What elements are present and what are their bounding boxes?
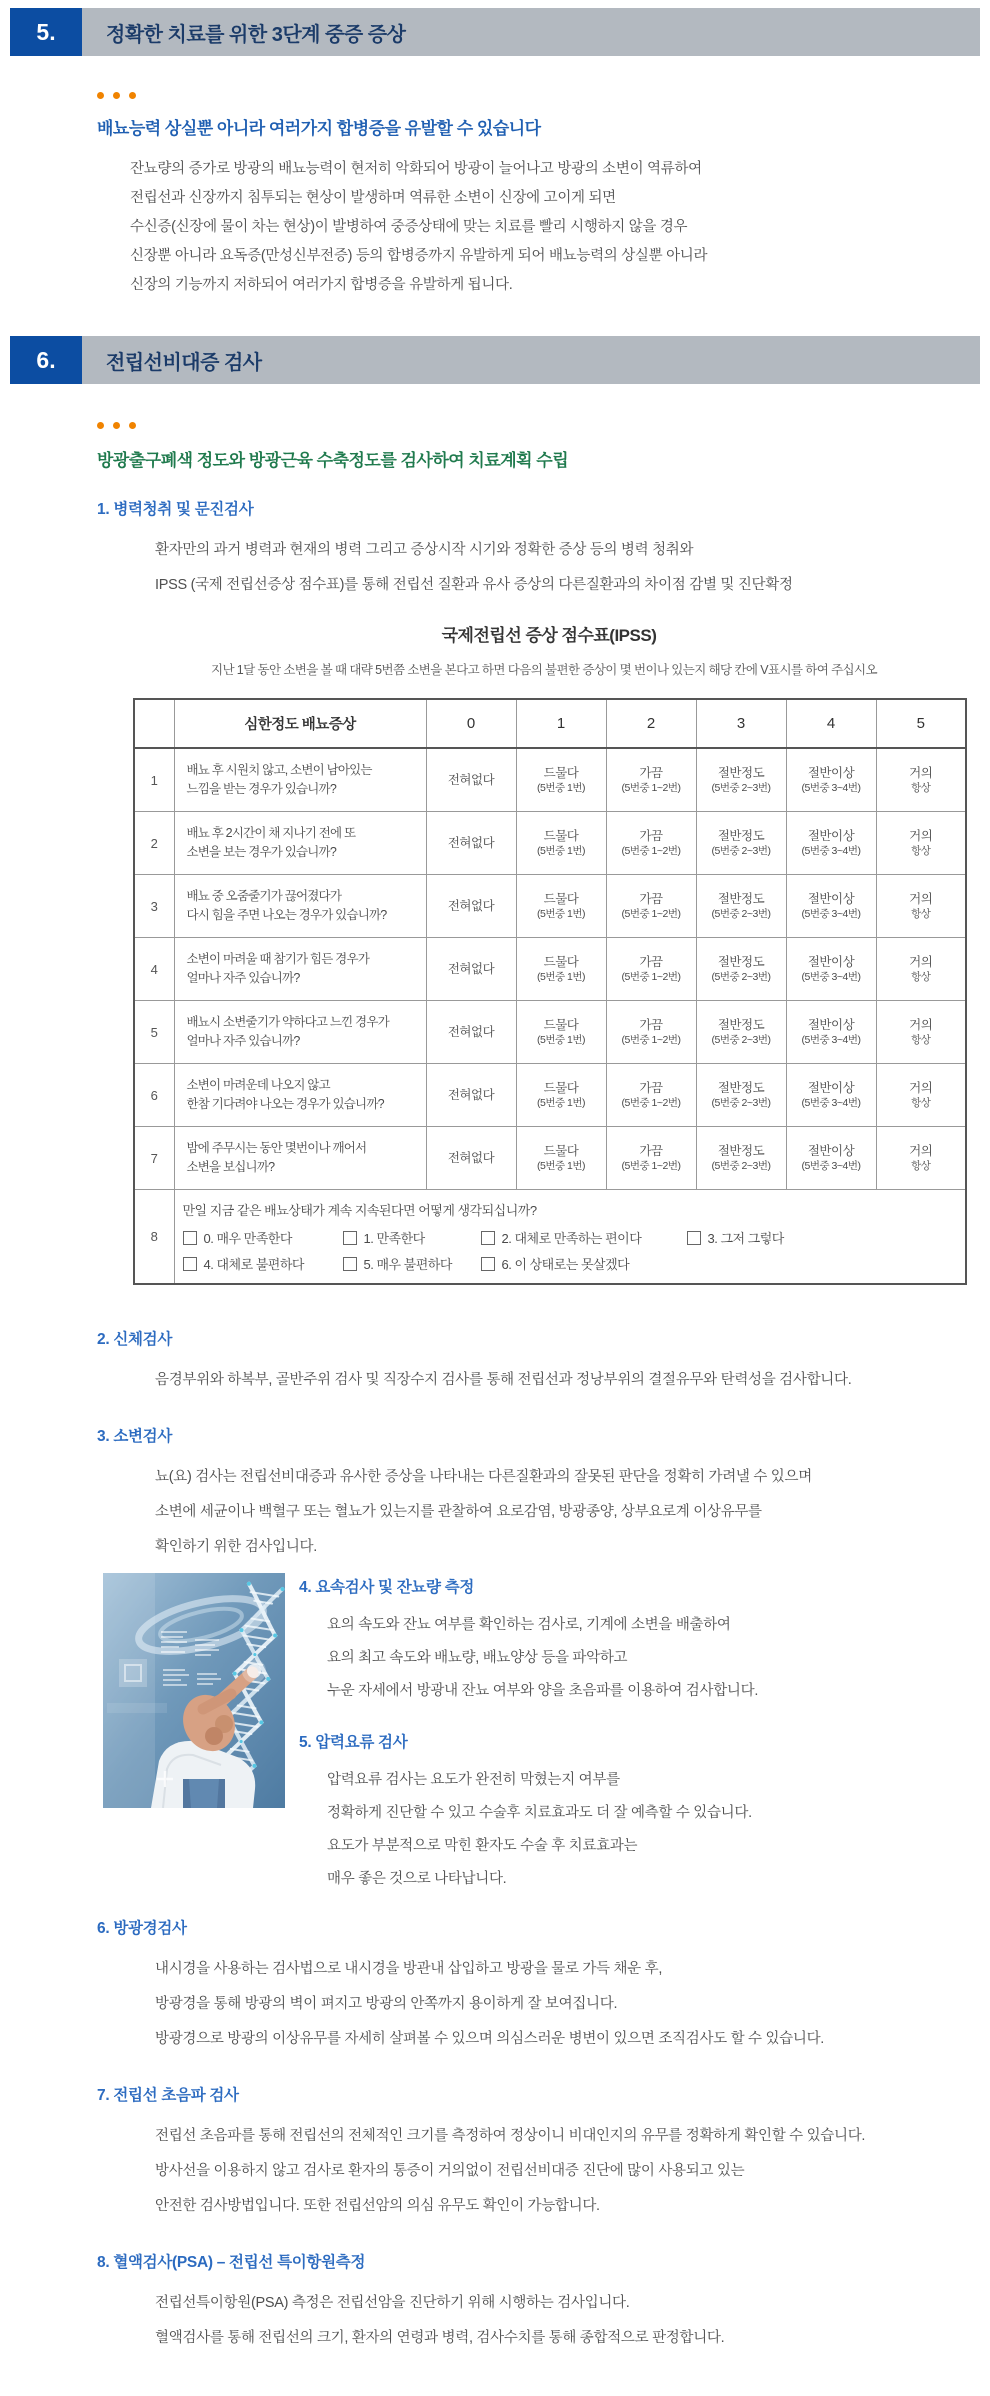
answer-sublabel: (5번중 3~4번) <box>801 1033 861 1046</box>
text-line: 압력요류 검사는 요도가 완전히 막혔는지 여부를 <box>327 1772 620 1788</box>
answer-cell[interactable] <box>516 938 606 1001</box>
answer-cell[interactable] <box>426 1064 516 1127</box>
dot-icon <box>129 422 136 429</box>
subsection5-body <box>327 1764 758 1896</box>
text-line: 신장뿐 아니라 요독증(만성신부전증) 등의 합병증까지 유발하게 되어 배뇨능력의 상실뿐 아니라 <box>130 248 708 264</box>
answer-cell[interactable] <box>606 938 696 1001</box>
answer-sublabel: (5번중 1~2번) <box>621 907 681 920</box>
satisfaction-option[interactable] <box>183 1228 333 1247</box>
photo-side-text <box>299 1573 758 1896</box>
answer-cell[interactable] <box>516 748 606 812</box>
row-number: 1 <box>134 748 174 812</box>
answer-sublabel: 항상 <box>911 844 931 857</box>
satisfaction-option[interactable] <box>481 1228 677 1247</box>
answer-cell[interactable] <box>786 1127 876 1190</box>
answer-label: 가끔 <box>639 1080 663 1095</box>
answer-label: 거의 <box>909 1143 933 1158</box>
option-label: 4. 대체로 불편하다 <box>203 1257 304 1272</box>
satisfaction-question-cell <box>174 1190 966 1285</box>
row-number: 7 <box>134 1127 174 1190</box>
dot-icon <box>97 92 104 99</box>
answer-cell[interactable] <box>606 1064 696 1127</box>
row-number: 6 <box>134 1064 174 1127</box>
answer-cell[interactable] <box>696 875 786 938</box>
subsection6-body <box>155 1952 990 2057</box>
satisfaction-option[interactable] <box>343 1228 471 1247</box>
answer-cell[interactable] <box>876 812 966 875</box>
answer-label: 절반이상 <box>807 765 855 780</box>
ipss-table-row <box>134 1127 966 1190</box>
answer-label: 전혀없다 <box>447 836 495 850</box>
answer-cell[interactable] <box>876 938 966 1001</box>
subsection4-body <box>327 1609 758 1708</box>
satisfaction-options-row1 <box>183 1228 958 1247</box>
answer-label: 거의 <box>909 1080 933 1095</box>
answer-sublabel: (5번중 2~3번) <box>711 1096 771 1109</box>
section5-title: 정확한 치료를 위한 3단계 중증 증상 <box>82 8 980 56</box>
symptom-question <box>174 875 426 938</box>
answer-cell[interactable] <box>426 938 516 1001</box>
header-blank-cell <box>134 699 174 748</box>
answer-label: 절반정도 <box>717 1143 765 1158</box>
answer-label: 드물다 <box>543 828 579 843</box>
checkbox-icon[interactable] <box>343 1231 357 1245</box>
answer-cell[interactable] <box>516 1127 606 1190</box>
row-number: 8 <box>134 1190 174 1285</box>
answer-cell[interactable] <box>786 748 876 812</box>
answer-sublabel: (5번중 3~4번) <box>801 1159 861 1172</box>
answer-sublabel: (5번중 1번) <box>536 907 586 920</box>
answer-label: 가끔 <box>639 954 663 969</box>
answer-label: 드물다 <box>543 1143 579 1158</box>
answer-cell[interactable] <box>696 1064 786 1127</box>
symptom-question <box>174 1064 426 1127</box>
answer-label: 드물다 <box>543 1080 579 1095</box>
answer-cell[interactable] <box>606 1127 696 1190</box>
dot-icon <box>129 92 136 99</box>
subsection1-heading: 1. 병력청취 및 문진검사 <box>97 501 254 518</box>
question-line: 배뇨시 소변줄기가 약하다고 느낀 경우가 <box>186 1015 389 1029</box>
question-line: 배뇨 후 2시간이 채 지나기 전에 또 <box>186 826 356 840</box>
subsection7-body <box>155 2119 990 2224</box>
subsection5-heading: 5. 압력요류 검사 <box>299 1734 408 1751</box>
subsection8-heading: 8. 혈액검사(PSA) – 전립선 특이항원측정 <box>97 2254 366 2271</box>
header-score: 4 <box>786 699 876 748</box>
orange-dots-icon <box>97 86 990 94</box>
question-line: 밤에 주무시는 동안 몇번이나 깨어서 <box>186 1141 367 1155</box>
answer-sublabel: (5번중 1번) <box>536 1033 586 1046</box>
header-symptom-label: 심한정도 배뇨증상 <box>174 699 426 748</box>
answer-sublabel: (5번중 1~2번) <box>621 781 681 794</box>
answer-label: 거의 <box>909 828 933 843</box>
answer-sublabel: (5번중 1번) <box>536 1159 586 1172</box>
subsection6-heading: 6. 방광경검사 <box>97 1920 187 1937</box>
answer-label: 가끔 <box>639 1017 663 1032</box>
question-line: 소변을 보는 경우가 있습니까? <box>186 845 336 859</box>
answer-cell[interactable] <box>786 1001 876 1064</box>
answer-sublabel: (5번중 1~2번) <box>621 970 681 983</box>
answer-sublabel: (5번중 2~3번) <box>711 1033 771 1046</box>
answer-label: 절반정도 <box>717 891 765 906</box>
option-label: 1. 만족한다 <box>363 1231 425 1246</box>
answer-cell[interactable] <box>786 812 876 875</box>
option-label: 5. 매우 불편하다 <box>363 1257 452 1272</box>
text-line: 확인하기 위한 검사입니다. <box>155 1539 317 1555</box>
answer-label: 거의 <box>909 954 933 969</box>
option-label: 6. 이 상태로는 못살겠다 <box>501 1257 630 1272</box>
answer-sublabel: 항상 <box>911 1033 931 1046</box>
doctor-dna-photo <box>103 1573 285 1808</box>
answer-cell[interactable] <box>516 875 606 938</box>
answer-cell[interactable] <box>516 1064 606 1127</box>
text-line: 요의 속도와 잔뇨 여부를 확인하는 검사로, 기계에 소변을 배출하여 <box>327 1617 731 1633</box>
answer-cell[interactable] <box>876 1064 966 1127</box>
answer-cell[interactable] <box>426 1127 516 1190</box>
answer-label: 거의 <box>909 765 933 780</box>
text-line: 뇨(요) 검사는 전립선비대증과 유사한 증상을 나타내는 다른질환과의 잘못된 판단을 정확히 가려낼 수 있으며 <box>155 1469 812 1485</box>
answer-cell[interactable] <box>426 875 516 938</box>
section6-title: 전립선비대증 검사 <box>82 336 980 384</box>
answer-cell[interactable] <box>786 1064 876 1127</box>
satisfaction-option[interactable] <box>343 1254 471 1273</box>
photo-and-text-row <box>103 1573 990 1896</box>
answer-sublabel: (5번중 2~3번) <box>711 907 771 920</box>
text-line: 전립선특이항원(PSA) 측정은 전립선암을 진단하기 위해 시행하는 검사입니다. <box>155 2295 630 2311</box>
header-score: 1 <box>516 699 606 748</box>
text-line: 요도가 부분적으로 막힌 환자도 수술 후 치료효과는 <box>327 1838 638 1854</box>
answer-label: 절반정도 <box>717 1080 765 1095</box>
checkbox-icon[interactable] <box>481 1257 495 1271</box>
answer-sublabel: (5번중 1~2번) <box>621 844 681 857</box>
text-line: 혈액검사를 통해 전립선의 크기, 환자의 연령과 병력, 검사수치를 통해 종합적으로 판정합니다. <box>155 2330 725 2346</box>
answer-sublabel: 항상 <box>911 907 931 920</box>
ipss-table-row <box>134 1001 966 1064</box>
answer-label: 가끔 <box>639 1143 663 1158</box>
subsection7-heading: 7. 전립선 초음파 검사 <box>97 2087 239 2104</box>
answer-label: 절반이상 <box>807 1080 855 1095</box>
answer-sublabel: (5번중 1번) <box>536 781 586 794</box>
dot-icon <box>113 422 120 429</box>
answer-label: 절반이상 <box>807 1017 855 1032</box>
answer-label: 절반이상 <box>807 954 855 969</box>
question-line: 한참 기다려야 나오는 경우가 있습니까? <box>186 1097 384 1111</box>
dot-icon <box>97 422 104 429</box>
question-line: 소변을 보십니까? <box>186 1160 275 1174</box>
page <box>0 8 990 2396</box>
answer-sublabel: (5번중 1번) <box>536 1096 586 1109</box>
subsection4-heading: 4. 요속검사 및 잔뇨량 측정 <box>299 1579 475 1596</box>
answer-label: 가끔 <box>639 891 663 906</box>
satisfaction-question: 만일 지금 같은 배뇨상태가 계속 지속된다면 어떻게 생각되십니까? <box>182 1203 537 1218</box>
question-line: 소변이 마려울 때 참기가 힘든 경우가 <box>186 952 369 966</box>
question-line: 느낌을 받는 경우가 있습니까? <box>186 782 336 796</box>
ipss-table-row <box>134 875 966 938</box>
answer-label: 드물다 <box>543 891 579 906</box>
satisfaction-options-row2 <box>183 1254 958 1273</box>
ipss-table-subtitle: 지난 1달 동안 소변을 볼 때 대략 5번쯤 소변을 본다고 하면 다음의 불편한 증상이 몇 번이나 있는지 해당 칸에 V표시를 하여 주십시오 <box>210 663 877 677</box>
symptom-question <box>174 938 426 1001</box>
answer-sublabel: (5번중 1번) <box>536 970 586 983</box>
checkbox-icon[interactable] <box>687 1231 701 1245</box>
answer-cell[interactable] <box>606 812 696 875</box>
answer-sublabel: (5번중 3~4번) <box>801 1096 861 1109</box>
answer-cell[interactable] <box>876 875 966 938</box>
answer-sublabel: (5번중 3~4번) <box>801 970 861 983</box>
header-score: 3 <box>696 699 786 748</box>
answer-sublabel: (5번중 1~2번) <box>621 1033 681 1046</box>
ipss-table-row <box>134 812 966 875</box>
answer-cell[interactable] <box>516 812 606 875</box>
question-line: 얼마나 자주 있습니까? <box>186 971 300 985</box>
answer-label: 가끔 <box>639 765 663 780</box>
subsection3-heading: 3. 소변검사 <box>97 1428 173 1445</box>
answer-cell[interactable] <box>876 1001 966 1064</box>
subsection8-body <box>155 2286 990 2356</box>
row-number: 5 <box>134 1001 174 1064</box>
text-line: 잔뇨량의 증가로 방광의 배뇨능력이 현저히 악화되어 방광이 늘어나고 방광의 소변이 역류하여 <box>130 161 702 177</box>
answer-cell[interactable] <box>606 1001 696 1064</box>
section5-header <box>10 8 980 56</box>
answer-label: 가끔 <box>639 828 663 843</box>
text-line: 환자만의 과거 병력과 현재의 병력 그리고 증상시작 시기와 정확한 증상 등의 병력 청취와 <box>155 542 694 558</box>
section6-number-badge: 6. <box>10 336 82 384</box>
answer-sublabel: (5번중 1번) <box>536 844 586 857</box>
answer-cell[interactable] <box>696 748 786 812</box>
option-label: 0. 매우 만족한다 <box>203 1231 292 1246</box>
satisfaction-option[interactable] <box>183 1254 333 1273</box>
row-number: 3 <box>134 875 174 938</box>
answer-label: 절반정도 <box>717 954 765 969</box>
text-line: 방광경으로 방광의 이상유무를 자세히 살펴볼 수 있으며 의심스러운 병변이 있으면 조직검사도 할 수 있습니다. <box>155 2031 825 2047</box>
answer-cell[interactable] <box>786 938 876 1001</box>
answer-label: 전혀없다 <box>447 899 495 913</box>
answer-label: 전혀없다 <box>447 1151 495 1165</box>
answer-label: 드물다 <box>543 765 579 780</box>
answer-label: 거의 <box>909 891 933 906</box>
answer-sublabel: (5번중 2~3번) <box>711 1159 771 1172</box>
answer-cell[interactable] <box>696 938 786 1001</box>
answer-label: 거의 <box>909 1017 933 1032</box>
answer-label: 전혀없다 <box>447 1088 495 1102</box>
header-score: 5 <box>876 699 966 748</box>
option-label: 3. 그저 그렇다 <box>707 1231 784 1246</box>
text-line: 음경부위와 하복부, 골반주위 검사 및 직장수지 검사를 통해 전립선과 정낭부위의 결절유무와 탄력성을 검사합니다. <box>155 1372 852 1388</box>
answer-cell[interactable] <box>516 1001 606 1064</box>
answer-sublabel: (5번중 3~4번) <box>801 781 861 794</box>
answer-cell[interactable] <box>876 1127 966 1190</box>
answer-sublabel: 항상 <box>911 1159 931 1172</box>
question-line: 다시 힘을 주면 나오는 경우가 있습니까? <box>186 908 387 922</box>
answer-sublabel: (5번중 1~2번) <box>621 1096 681 1109</box>
answer-cell[interactable] <box>426 812 516 875</box>
answer-cell[interactable] <box>606 875 696 938</box>
answer-cell[interactable] <box>876 748 966 812</box>
ipss-header-row <box>134 699 966 748</box>
header-score: 0 <box>426 699 516 748</box>
answer-sublabel: 항상 <box>911 1096 931 1109</box>
satisfaction-option[interactable] <box>481 1254 630 1273</box>
subsection2-heading: 2. 신체검사 <box>97 1331 173 1348</box>
answer-label: 절반정도 <box>717 765 765 780</box>
header-score: 2 <box>606 699 696 748</box>
answer-label: 절반정도 <box>717 828 765 843</box>
text-line: 내시경을 사용하는 검사법으로 내시경을 방관내 삽입하고 방광을 물로 가득 채운 후, <box>155 1961 663 1977</box>
text-line: 정확하게 진단할 수 있고 수술후 치료효과도 더 잘 예측할 수 있습니다. <box>327 1805 752 1821</box>
answer-cell[interactable] <box>606 748 696 812</box>
question-line: 얼마나 자주 있습니까? <box>186 1034 300 1048</box>
answer-cell[interactable] <box>426 748 516 812</box>
row-number: 2 <box>134 812 174 875</box>
orange-dots-icon <box>97 416 990 424</box>
ipss-table <box>133 698 967 1285</box>
row-number: 4 <box>134 938 174 1001</box>
text-line: 소변에 세균이나 백혈구 또는 혈뇨가 있는지를 관찰하여 요로감염, 방광종양, 상부요로계 이상유무를 <box>155 1504 762 1520</box>
answer-sublabel: (5번중 2~3번) <box>711 781 771 794</box>
answer-label: 절반이상 <box>807 828 855 843</box>
section5-statement: 배뇨능력 상실뿐 아니라 여러가지 합병증을 유발할 수 있습니다 <box>97 119 541 138</box>
question-line: 소변이 마려운데 나오지 않고 <box>186 1078 330 1092</box>
question-line: 배뇨 중 오줌줄기가 끊어졌다가 <box>186 889 342 903</box>
ipss-table-title: 국제전립선 증상 점수표(IPSS) <box>441 626 657 645</box>
text-line: 신장의 기능까지 저하되어 여러가지 합병증을 유발하게 됩니다. <box>130 277 513 293</box>
section5-paragraph <box>130 155 990 300</box>
checkbox-icon[interactable] <box>481 1231 495 1245</box>
answer-label: 전혀없다 <box>447 1025 495 1039</box>
option-label: 2. 대체로 만족하는 편이다 <box>501 1231 642 1246</box>
symptom-question <box>174 1001 426 1064</box>
dot-icon <box>113 92 120 99</box>
answer-cell[interactable] <box>426 1001 516 1064</box>
section6-statement: 방광출구폐색 정도와 방광근육 수축정도를 검사하여 치료계획 수립 <box>97 451 569 470</box>
answer-sublabel: (5번중 1~2번) <box>621 1159 681 1172</box>
answer-cell[interactable] <box>696 1001 786 1064</box>
section5-number-badge: 5. <box>10 8 82 56</box>
ipss-table-row <box>134 938 966 1001</box>
subsection3-body <box>155 1460 990 1565</box>
text-line: 매우 좋은 것으로 나타납니다. <box>327 1871 507 1887</box>
answer-sublabel: (5번중 2~3번) <box>711 844 771 857</box>
answer-sublabel: (5번중 2~3번) <box>711 970 771 983</box>
checkbox-icon[interactable] <box>183 1231 197 1245</box>
answer-sublabel: (5번중 3~4번) <box>801 907 861 920</box>
answer-label: 전혀없다 <box>447 962 495 976</box>
symptom-question <box>174 1127 426 1190</box>
text-line: 방광경을 통해 방광의 벽이 펴지고 방광의 안쪽까지 용이하게 잘 보여집니다. <box>155 1996 618 2012</box>
satisfaction-option[interactable] <box>687 1228 784 1247</box>
text-line: 전립선 초음파를 통해 전립선의 전체적인 크기를 측정하여 정상이니 비대인지의 유무를 정확하게 확인할 수 있습니다. <box>155 2128 866 2144</box>
answer-label: 드물다 <box>543 1017 579 1032</box>
text-line: 방사선을 이용하지 않고 검사로 환자의 통증이 거의없이 전립선비대증 진단에 많이 사용되고 있는 <box>155 2163 745 2179</box>
checkbox-icon[interactable] <box>183 1257 197 1271</box>
text-line: 전립선과 신장까지 침투되는 현상이 발생하며 역류한 소변이 신장에 고이게 되면 <box>130 190 616 206</box>
answer-label: 전혀없다 <box>447 773 495 787</box>
answer-label: 절반이상 <box>807 1143 855 1158</box>
answer-sublabel: (5번중 3~4번) <box>801 844 861 857</box>
answer-sublabel: 항상 <box>911 781 931 794</box>
answer-sublabel: 항상 <box>911 970 931 983</box>
symptom-question <box>174 748 426 812</box>
text-line: 안전한 검사방법입니다. 또한 전립선암의 의심 유무도 확인이 가능합니다. <box>155 2198 600 2214</box>
checkbox-icon[interactable] <box>343 1257 357 1271</box>
subsection2-body <box>155 1363 990 1398</box>
symptom-question <box>174 812 426 875</box>
section6-header <box>10 336 980 384</box>
answer-cell[interactable] <box>786 875 876 938</box>
ipss-row-8 <box>134 1190 966 1285</box>
answer-label: 절반정도 <box>717 1017 765 1032</box>
text-line: 요의 최고 속도와 배뇨량, 배뇨양상 등을 파악하고 <box>327 1650 628 1666</box>
ipss-table-row <box>134 748 966 812</box>
text-line: 수신증(신장에 물이 차는 현상)이 발병하여 중증상태에 맞는 치료를 빨리 시행하지 않을 경우 <box>130 219 688 235</box>
answer-label: 절반이상 <box>807 891 855 906</box>
text-line: 누운 자세에서 방광내 잔뇨 여부와 양을 초음파를 이용하여 검사합니다. <box>327 1683 759 1699</box>
text-line: IPSS (국제 전립선증상 점수표)를 통해 전립선 질환과 유사 증상의 다른질환과의 차이점 감별 및 진단확정 <box>155 577 793 593</box>
ipss-table-row <box>134 1064 966 1127</box>
subsection1-body <box>155 533 990 603</box>
answer-cell[interactable] <box>696 1127 786 1190</box>
answer-cell[interactable] <box>696 812 786 875</box>
question-line: 배뇨 후 시원치 않고, 소변이 남아있는 <box>186 763 372 777</box>
answer-label: 드물다 <box>543 954 579 969</box>
